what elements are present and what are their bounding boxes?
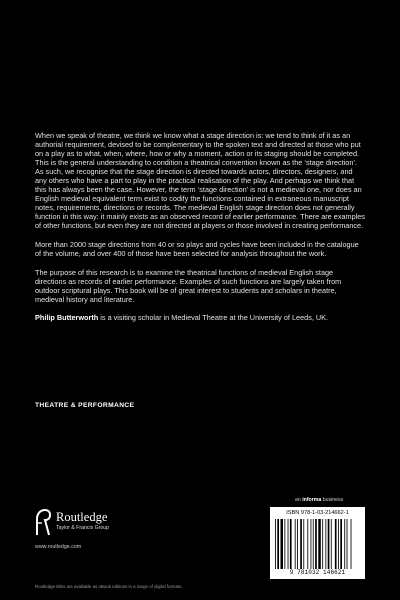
publisher-url: www.routledge.com <box>35 544 82 550</box>
blurb-paragraph-1: When we speak of theatre, we think we know what a stage direction is: we tend to think of it as an authorial requirement, devised to be complementary to the spoken text and directed at those who put on a play as to what, when, where, how or why a moment, action or its staging should be completed. This is the general understanding to condition a theatrical convention known as the ‘stage direction’. As such, we recognise that the stage direction is directed towards actors, directors, designers, and any others who have a part to play in the practical realisation of the play. And perhaps we think that this has always been the case. However, the term ‘stage direction’ is not a medieval one, nor does an English medieval equivalent term exist to codify the functions contained in extraneous manuscript notes, requirements, directions or records. The medieval English stage direction does not generally function in this way: it mainly exists as an observed record of earlier performance. There are examples of other functions, but even they are not directed at players or those involved in creating performance. <box>35 131 365 231</box>
publisher-group: Taylor & Francis Group <box>56 525 110 531</box>
publisher-logo <box>35 509 145 543</box>
barcode-bars <box>275 519 360 569</box>
isbn-number: ISBN 978-1-03-214662-1 <box>286 510 349 516</box>
publisher-name: Routledge <box>56 510 108 524</box>
subject-category: THEATRE & PERFORMANCE <box>35 402 135 409</box>
author-bio <box>35 313 365 322</box>
back-cover-blurb <box>35 131 365 332</box>
blurb-paragraph-3: The purpose of this research is to examine the theatrical functions of medieval English stage directions as records of earlier performance. Examples of such functions are largely taken from outdoor scriptural plays. This book will be of great interest to students and scholars in theatre, medieval history and literature. <box>35 267 342 304</box>
barcode-digits: 9 781032 146621 <box>289 569 346 576</box>
informa-brand: informa <box>302 497 322 503</box>
isbn-barcode <box>270 507 365 579</box>
blurb-paragraph-2: More than 2000 stage directions from 40 or so plays and cycles have been included in the catalogue of the volume, and over 400 of those have been selected for analysis throughout the work. <box>35 240 359 259</box>
routledge-r-icon <box>35 509 51 536</box>
ebook-availability-note: Routledge titles are available as eBook editions in a range of digital formats <box>35 584 182 589</box>
informa-business-label: an informa business <box>295 497 344 503</box>
author-name: Philip Butterworth <box>35 313 99 323</box>
author-bio-text: is a visiting scholar in Medieval Theatre at the University of Leeds, UK. <box>98 313 329 323</box>
